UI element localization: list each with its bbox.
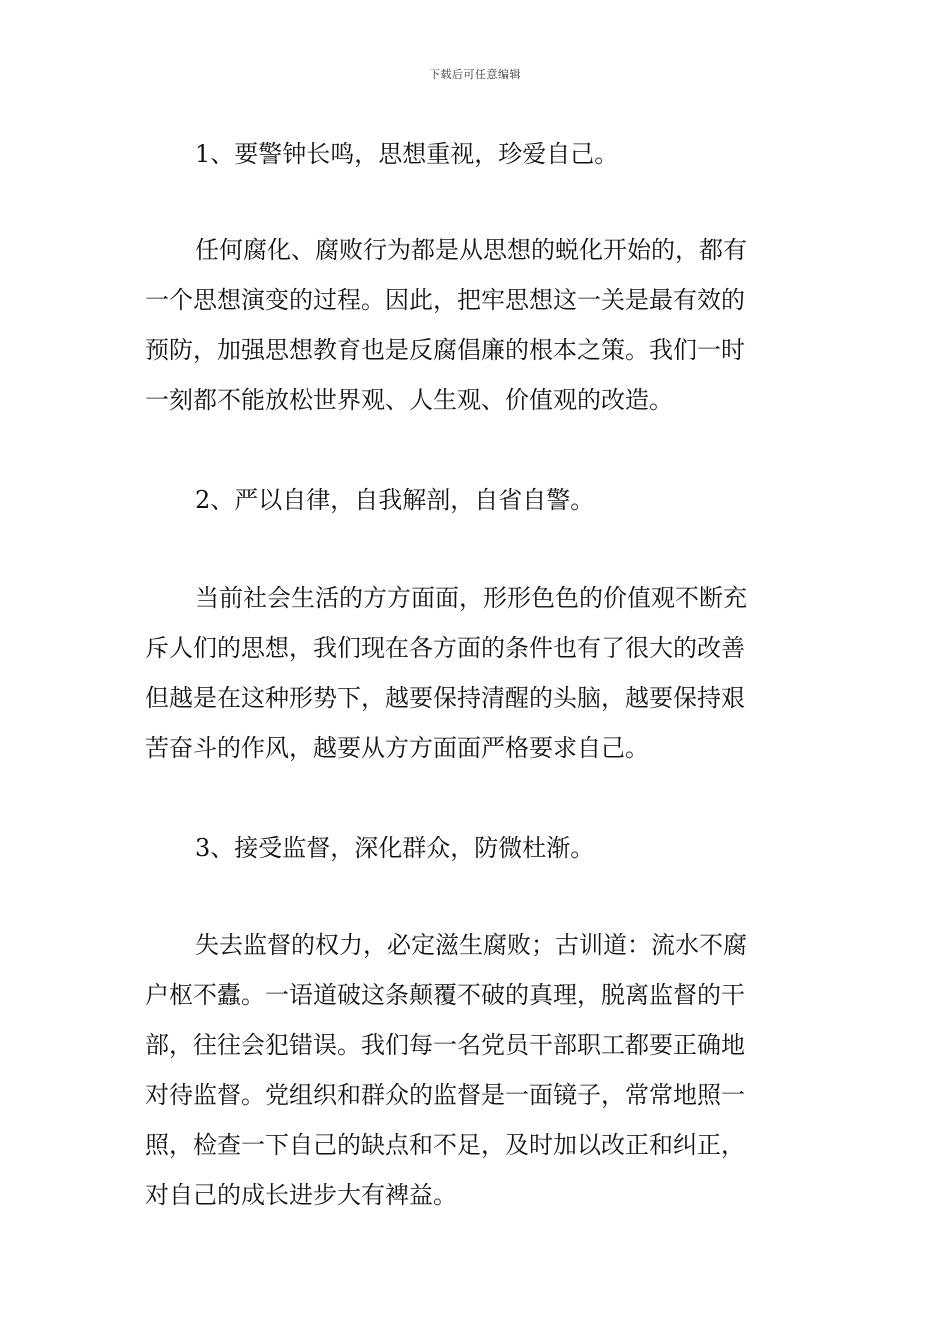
header-note: 下载后可任意编辑 xyxy=(429,68,521,81)
paragraph-line: 照，检查一下自己的缺点和不足，及时加以改正和纠正， xyxy=(145,1131,745,1159)
paragraph-line: 失去监督的权力，必定滋生腐败；古训道：流水不腐 xyxy=(195,931,747,959)
paragraph-line: 当前社会生活的方方面面，形形色色的价值观不断充 xyxy=(195,584,747,612)
paragraph-line: 一个思想演变的过程。因此，把牢思想这一关是最有效的 xyxy=(145,286,745,314)
paragraph-line: 户枢不蠹。一语道破这条颠覆不破的真理，脱离监督的干 xyxy=(145,981,745,1009)
paragraph-line: 预防，加强思想教育也是反腐倡廉的根本之策。我们一时 xyxy=(145,336,745,364)
paragraph-line: 对待监督。党组织和群众的监督是一面镜子，常常地照一 xyxy=(145,1081,745,1109)
paragraph-line: 部，往往会犯错误。我们每一名党员干部职工都要正确地 xyxy=(145,1031,745,1059)
section-paragraph-2 xyxy=(145,573,835,773)
paragraph-line: 对自己的成长进步大有裨益。 xyxy=(145,1181,457,1209)
section-heading-1: 1、要警钟长鸣，思想重视，珍爱自己。 xyxy=(195,140,619,168)
paragraph-line: 但越是在这种形势下，越要保持清醒的头脑，越要保持艰 xyxy=(145,684,745,712)
section-heading-3: 3、接受监督，深化群众，防微杜渐。 xyxy=(195,834,595,862)
paragraph-line: 苦奋斗的作风，越要从方方面面严格要求自己。 xyxy=(145,734,649,762)
section-paragraph-3 xyxy=(145,920,835,1220)
paragraph-line: 一刻都不能放松世界观、人生观、价值观的改造。 xyxy=(145,386,673,414)
paragraph-line: 斥人们的思想，我们现在各方面的条件也有了很大的改善 xyxy=(145,634,745,662)
section-heading-2: 2、严以自律，自我解剖，自省自警。 xyxy=(195,486,595,514)
paragraph-line: 任何腐化、腐败行为都是从思想的蜕化开始的，都有 xyxy=(195,236,747,264)
section-paragraph-1 xyxy=(145,225,835,425)
